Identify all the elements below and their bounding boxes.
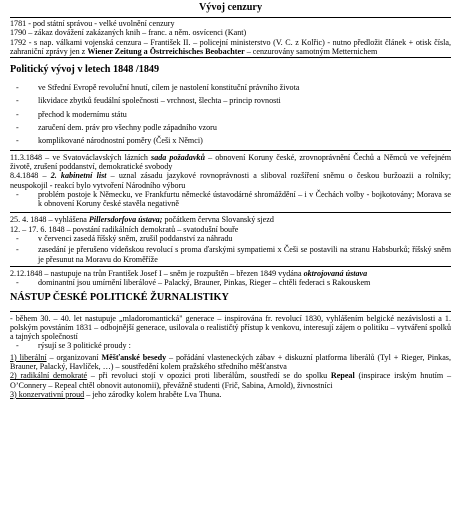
list-item: - přechod k modernímu státu: [10, 110, 451, 119]
list-item: - zaručení dem. práv pro všechny podle západního vzoru: [10, 123, 451, 132]
list-item: - komplikované národnostní poměry (Češi x Němci): [10, 136, 451, 145]
stream-highlight: Měšťanské besedy: [101, 352, 167, 362]
censorship-line-1781: 1781 - pod státní správou - velké uvolnění cenzury: [10, 19, 175, 28]
events-december-block: [10, 266, 451, 278]
political-streams-list: [10, 341, 451, 350]
stream-text: – jeho zárodky kolem hraběte Lva Thuna.: [84, 389, 222, 399]
event-highlight: Pillersdorfova ústava;: [88, 215, 163, 225]
event-text: počátkem června Slovanský sjezd: [162, 215, 274, 225]
stream-radical: [10, 371, 451, 390]
stream-label: 1) liberální: [10, 352, 47, 362]
events-april-june-block: [10, 212, 451, 234]
journalism-intro: - během 30. – 40. let nastupuje „mladoromantická" generace – inspirována fr. revolucí 1830, vyhlášením belgické nezávislosti a 1. polským povstáním 1831 – odbojnější generace, usilovala o realističtý přístup k venkovu, interesují zájem o politiku – vytváření spolků a tajných společností: [10, 313, 451, 342]
censorship-line-1792: [10, 38, 451, 57]
list-item: - ve Střední Evropě revoluční hnutí, cílem je nastolení konstituční právního života: [10, 83, 451, 92]
event-highlight: 2. kabinetní list: [50, 171, 107, 181]
section-heading-journalism: NÁSTUP ČESKÉ POLITICKÉ ŽURNALISTIKY: [10, 291, 229, 303]
stream-label: 2) radikální demokraté: [10, 371, 88, 381]
event-text: 2.12.1848 – nastupuje na trůn František Josef I – sněm je rozpuštěn – březen 1849 vydána: [10, 268, 304, 278]
section-heading-political-development: Politický vývoj v letech 1848 /1849: [10, 64, 160, 76]
events-march-april-block: [10, 150, 451, 190]
stream-highlight: Repeal: [330, 371, 355, 381]
list-item: - rýsují se 3 politické proudy :: [10, 341, 451, 350]
event-highlight: sada požadavků: [151, 152, 205, 162]
list-item: - likvidace zbytků feudální společnosti – vrchnost, šlechta – princip rovnosti: [10, 96, 451, 105]
stream-text: (inspirace irským hnutím – O’Connery – Repeal chtěl obnovit autonomii), převážně studenti (Frič, Sabina, Arnold), živnostníci: [10, 371, 451, 390]
event-text: 8.4.1848 –: [10, 171, 51, 181]
list-item: - zasedání je přerušeno vídeňskou revolucí s proma ďarskými sympatiemi x Češi se postavili na stranu Habsburků; říšský sněm je přesunut na Moravu do Kroměříže: [10, 245, 451, 264]
event-text: – obnovení Koruny české, zrovnoprávnění Čechů a Němců ve veřejném životě, zrušení poddanství, demokratické svobody: [10, 152, 452, 171]
stream-text: – organizovaní: [46, 352, 102, 362]
stream-conservative: [10, 390, 451, 399]
censorship-line-1790: 1790 – zákaz dovážení zakázaných knih – franc. a něm. osvícenci (Kant): [10, 28, 247, 38]
list-item: - problém postoje k Německu, ve Frankfurtu německé ústavodárné shromáždění – i v Čechách volby - bojkotovány; Morava se k obnovení Koruny české stavěla negativně: [10, 190, 451, 209]
event-paragraph-12-6-1848: 12. – 17. 6. 1848 – povstání radikálních demokratů – svatodušní bouře: [10, 224, 239, 234]
event-paragraph-2-12-1848: [10, 269, 451, 278]
journalism-block: [10, 311, 451, 400]
event-text: 25. 4. 1848 – vyhlášena: [10, 215, 89, 225]
event-text: 11.3.1848 – ve Svatováclavských lázních: [10, 152, 152, 162]
censorship-history-box: [10, 17, 451, 58]
list-item: - dominantní jsou umírnění liberálové – Palacký, Brauner, Pinkas, Rieger – chtěli federaci s Rakouskem: [10, 278, 451, 287]
page-title: Vývoj cenzury: [198, 2, 263, 13]
censorship-1792-text: 1792 - s nap. válkami vojenská cenzura – František II. – policejní ministerstvo (V. C. z Kolřic) - nutno předložit článek + otisk čísla, zahraniční zprávy jen z: [10, 37, 451, 56]
list-item: - v červenci zasedá říšský sněm, zrušil poddanství za náhradu: [10, 234, 451, 243]
frankfurt-issue-list: [10, 190, 451, 209]
censorship-1792-newspapers: Wiener Zeitung a Östrreichisches Beobachter: [87, 46, 245, 56]
event-paragraph-25-4-1848: [10, 215, 451, 224]
stream-text: – pořádání vlasteneckých zábav + diskuzní platforma liberálů (Tyl + Rieger, Pinkas, Brauner, Palacký, Havlíček, …) – soustředění kolem pražského středního měšťanstva: [10, 352, 451, 372]
event-paragraph-8-4-1848: [10, 171, 451, 190]
stream-label: 3) konzervativní proud: [10, 389, 85, 399]
event-highlight: oktrojovaná ústava: [303, 268, 368, 278]
event-text: – uznal zásadu jazykové rovnoprávnosti a sliboval rozšíření sněmu o českou buržoazii a rolníky; neuspokojil - reakcí bylo vytvoření Národního výboru: [10, 171, 452, 190]
imperial-diet-list: [10, 234, 451, 264]
censorship-1792-tail: – cenzurovány samotným Metternichem: [244, 46, 378, 56]
political-goals-list: [10, 83, 451, 145]
liberals-list: [10, 278, 451, 287]
stream-liberal: [10, 353, 451, 372]
stream-text: – při revoluci stojí v opozici proti liberálům, soustředí se do spolku: [87, 371, 331, 381]
event-paragraph-11-3-1848: [10, 153, 451, 172]
